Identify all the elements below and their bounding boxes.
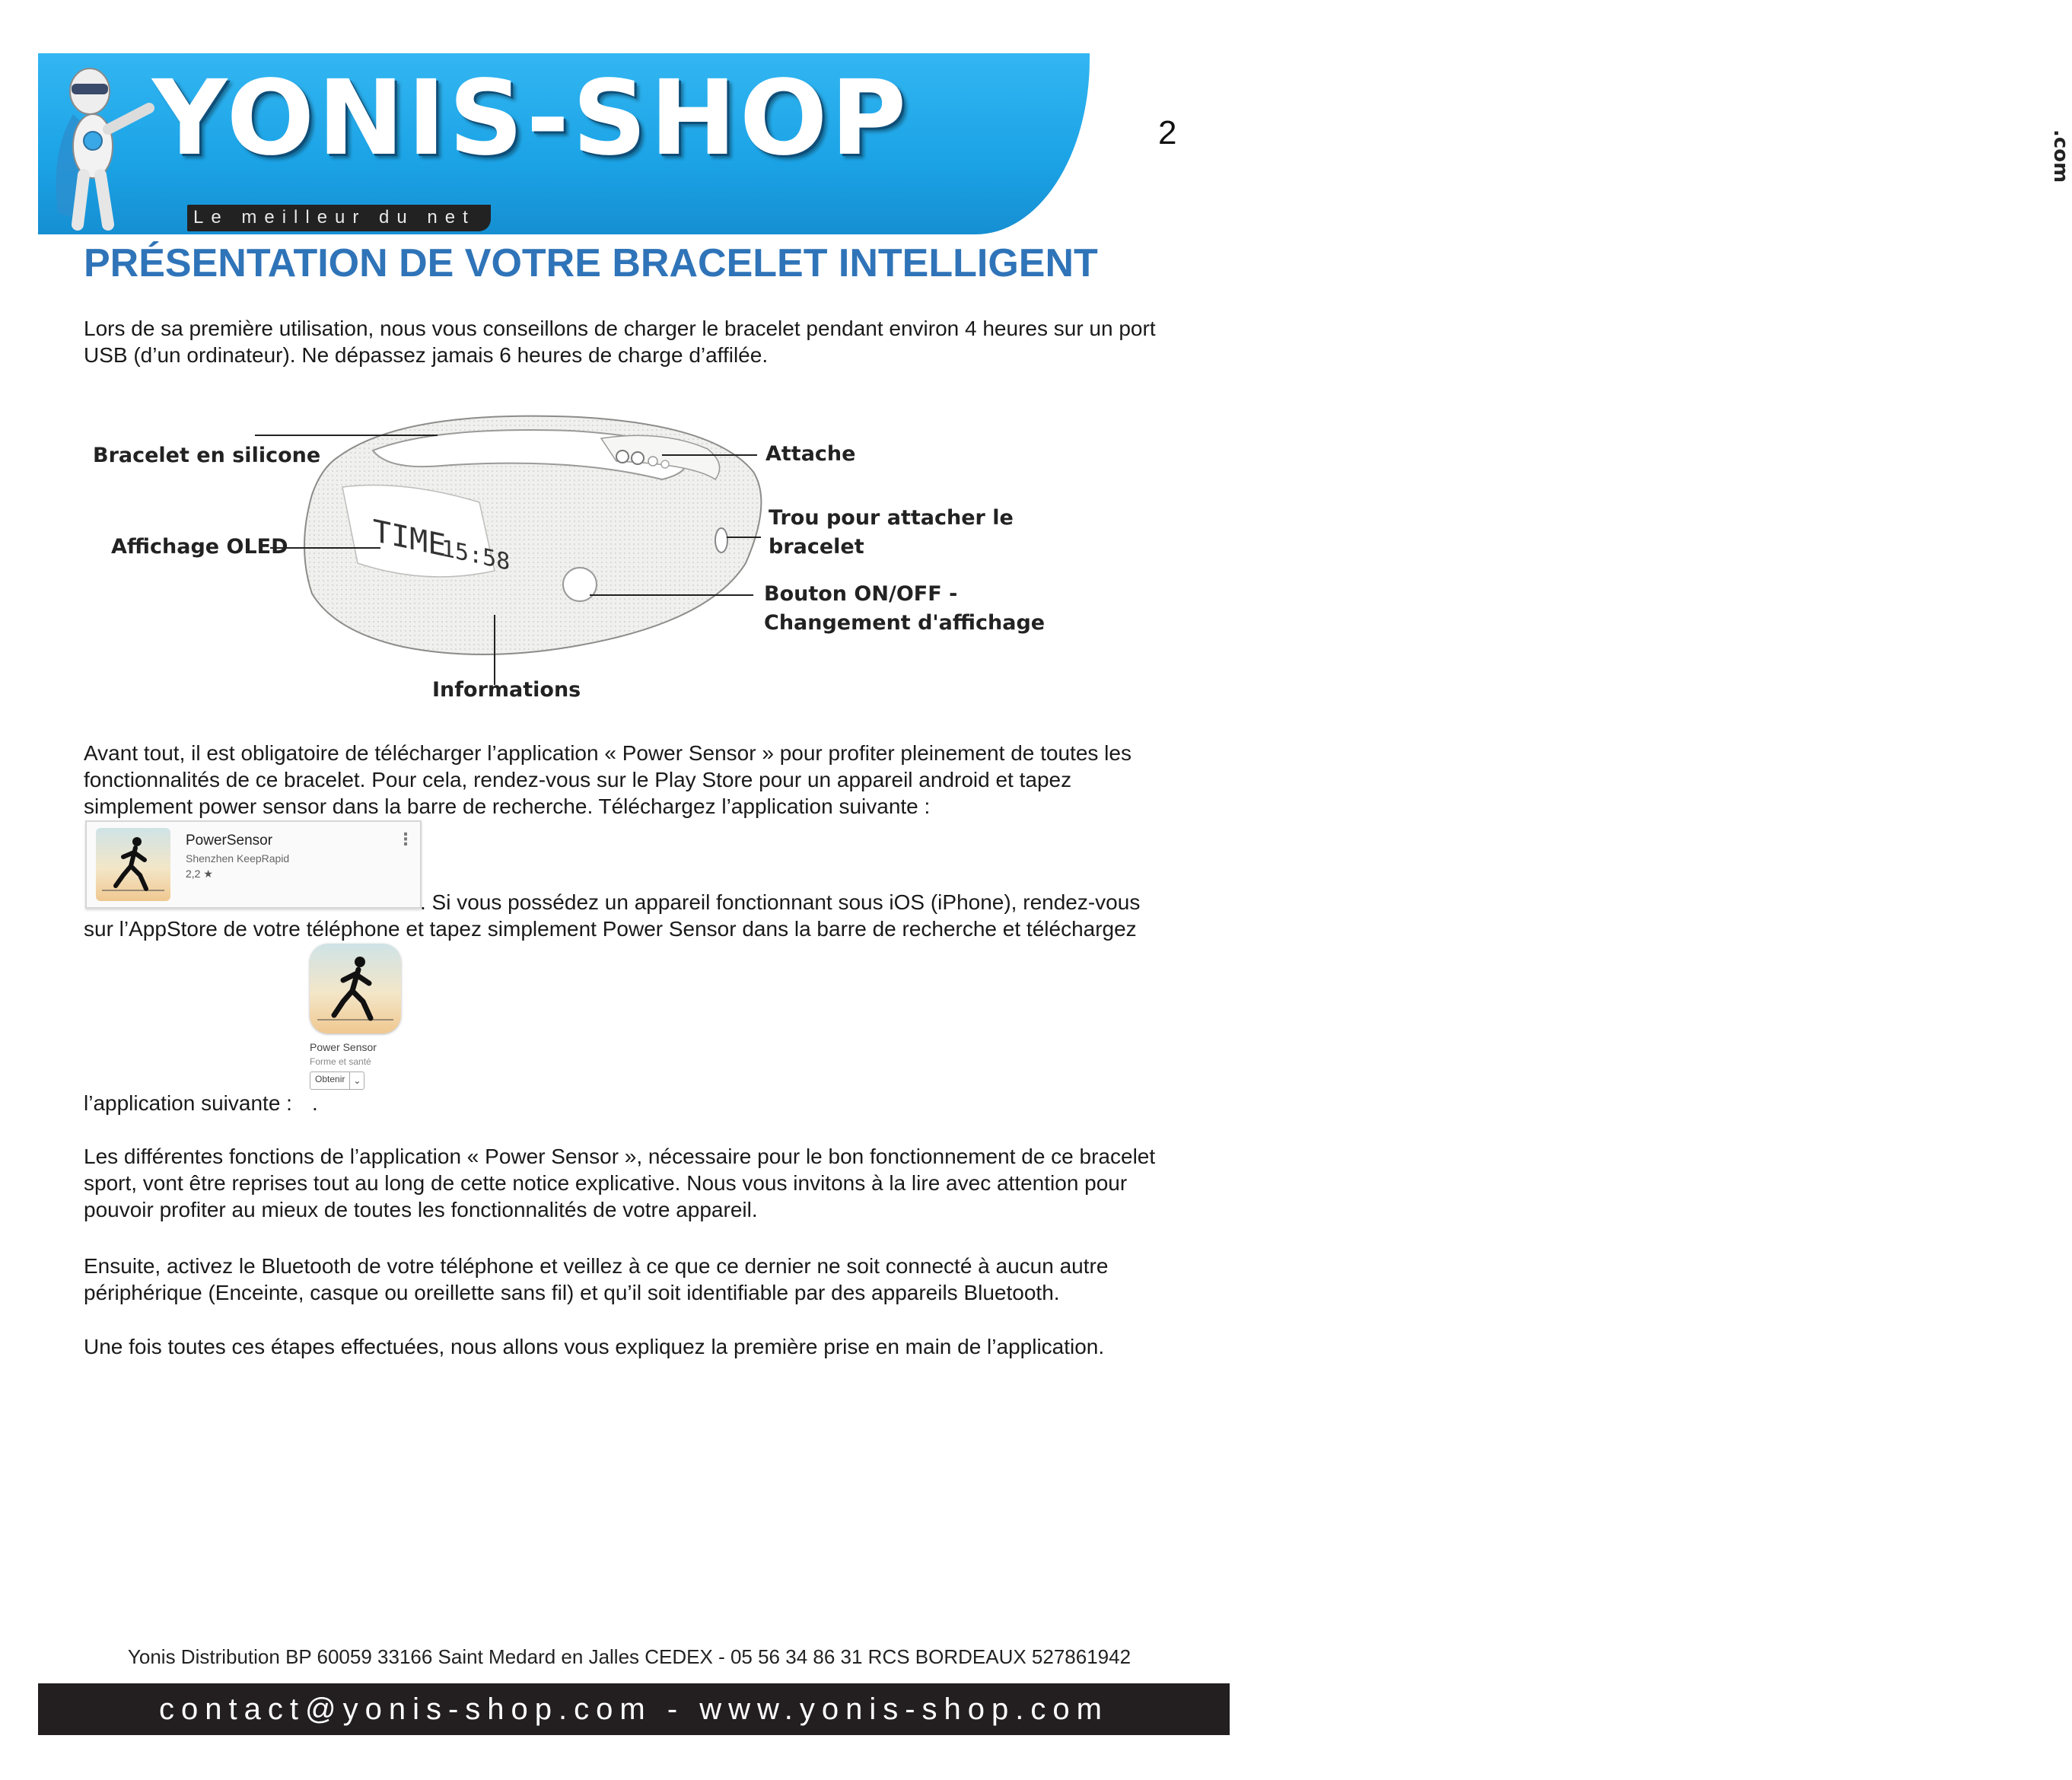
app-store-app-card (307, 944, 406, 1096)
play-app-name: PowerSensor (186, 833, 273, 849)
ios-paragraph-end: l’application suivante : (84, 1091, 292, 1115)
footer-bar (38, 1683, 1230, 1735)
label-trou-line1: Trou pour attacher le (769, 506, 1014, 530)
page-number: 2 (1158, 114, 1177, 151)
brand-logo-text: YONIS-SHOP (152, 59, 910, 179)
page-title: PRÉSENTATION DE VOTRE BRACELET INTELLIGENT (84, 241, 1098, 285)
bracelet-button (563, 568, 597, 601)
ios-app-name: Power Sensor (310, 1041, 377, 1053)
clasp-hole (648, 457, 657, 466)
functions-paragraph: Les différentes fonctions de l’application « Power Sensor », nécessaire pour le bon fonctionnement de ce bracelet sport, vont être reprises tout au long de cette notice explicative. Nous vous invitons à la lire avec attention pour pouvoir profiter au mieux de toutes les fonctionnalités de votre appareil. (84, 1145, 1156, 1221)
ios-app-subtitle: Forme et santé (310, 1056, 371, 1067)
label-bouton-line2: Changement d'affichage (764, 611, 1046, 635)
power-sensor-app-icon (96, 828, 170, 901)
label-attache: Attache (765, 442, 856, 466)
ios-paragraph-dot: . (312, 1091, 318, 1115)
label-affichage-oled: Affichage OLED (111, 535, 288, 559)
brand-logo-tld: .com (2049, 129, 2072, 183)
play-app-rating: 2,2 ★ (186, 868, 213, 880)
brand-logo-tld-wrap (1069, 90, 2072, 212)
final-paragraph: Une fois toutes ces étapes effectuées, nous allons vous expliquez la première prise en main de l’application. (84, 1335, 1105, 1358)
get-app-label: Obtenir (315, 1074, 345, 1084)
download-paragraph: Avant tout, il est obligatoire de télécharger l’application « Power Sensor » pour profiter pleinement de toutes les fonctionnalités de ce bracelet. Pour cela, rendez-vous sur le Play Store pour un appareil android et tapez simplement power sensor dans la barre de recherche. Téléchargez l’application suivante : (84, 741, 1131, 818)
ios-paragraph-line1: . Si vous possédez un appareil fonctionnant sous iOS (iPhone), rendez-vous (420, 890, 1141, 914)
chevron-down-icon: ⌄ (349, 1072, 364, 1089)
label-informations: Informations (432, 678, 581, 702)
play-store-app-card (85, 820, 422, 909)
ios-paragraph-line2: sur l’AppStore de votre téléphone et tapez simplement Power Sensor dans la barre de recherche et téléchargez (84, 917, 1137, 941)
bracelet-screen-time: 15:58 (441, 535, 511, 577)
footer-contact: contact@yonis-shop.com - www.yonis-shop.com (159, 1692, 1109, 1726)
bluetooth-paragraph: Ensuite, activez le Bluetooth de votre téléphone et veillez à ce que ce dernier ne soit connecté à aucun autre périphérique (Enceinte, casque ou oreillette sans fil) et qu’il soit identifiable par des appareils Bluetooth. (84, 1254, 1109, 1304)
runner-icon (310, 944, 401, 1033)
runner-icon (96, 828, 170, 901)
play-app-developer: Shenzhen KeepRapid (186, 852, 290, 865)
label-bouton-line1: Bouton ON/OFF - (764, 582, 958, 606)
footer-address: Yonis Distribution BP 60059 33166 Saint Medard en Jalles CEDEX - 05 56 34 86 31 RCS BORDEAUX 527861942 (127, 1645, 1131, 1668)
bracelet-diagram (84, 396, 1046, 715)
more-options-icon: ⋮ (397, 829, 414, 849)
power-sensor-ios-icon (310, 944, 401, 1033)
intro-paragraph: Lors de sa première utilisation, nous vous conseillons de charger le bracelet pendant environ 4 heures sur un port USB (d’un ordinateur). Ne dépassez jamais 6 heures de charge d’affilée. (84, 317, 1156, 367)
clasp-hole (632, 452, 644, 464)
get-app-button[interactable] (310, 1072, 364, 1090)
bracelet-side-hole (715, 528, 727, 552)
clasp-hole (661, 460, 669, 468)
label-bracelet-silicone: Bracelet en silicone (93, 444, 321, 467)
header-banner (38, 53, 2072, 234)
brand-tagline: Le meilleur du net (187, 205, 491, 231)
bracelet-screen-word: TIME (373, 512, 447, 565)
label-trou-line2: bracelet (769, 535, 864, 559)
clasp-hole (616, 451, 629, 463)
mascot-icon (43, 61, 157, 236)
